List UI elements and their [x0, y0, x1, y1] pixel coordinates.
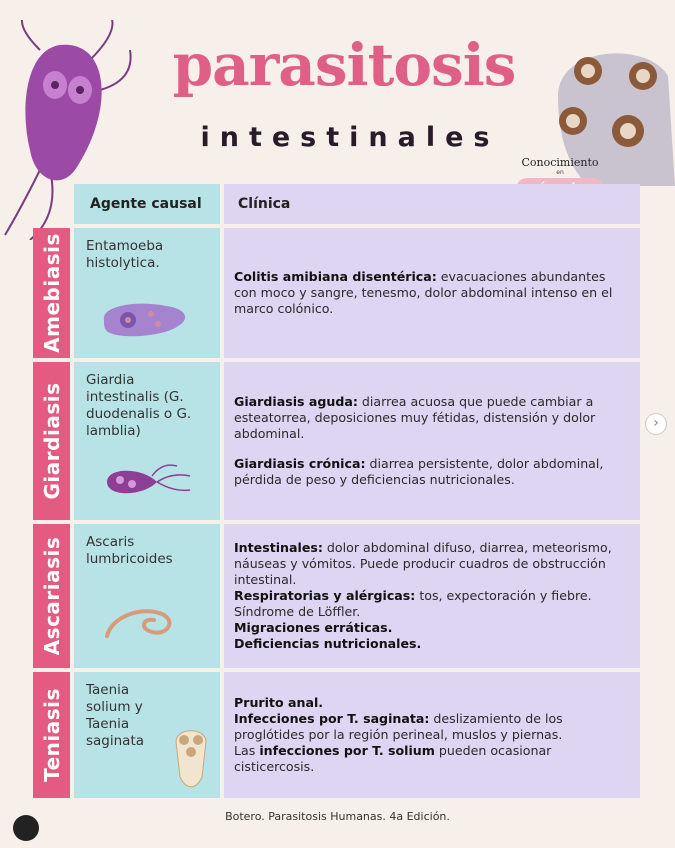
clinical-bold-text: Giardiasis crónica: [234, 456, 366, 471]
header-clinical-label: Clínica [238, 196, 291, 212]
entamoeba-icon [96, 298, 196, 342]
giardia-icon [102, 462, 192, 502]
taenia-icon [166, 722, 216, 792]
clinical-paragraph [234, 588, 628, 620]
row-label-giardiasis [33, 362, 70, 520]
clinical-bold-text: Colitis amibiana disentérica: [234, 269, 437, 284]
ascaris-worm-icon [102, 596, 182, 646]
clinical-bold-text: Respiratorias y alérgicas: [234, 588, 416, 603]
agent-name: Ascaris lumbricoides [86, 534, 173, 567]
clinical-bold-text: Intestinales: [234, 540, 323, 555]
clinical-paragraph [234, 695, 628, 711]
clinical-paragraph [234, 540, 628, 588]
clinical-paragraph [234, 620, 628, 636]
clinical-bold-text: Giardiasis aguda: [234, 394, 358, 409]
clinical-text: diarrea persistente, dolor abdominal, pérdida de peso y deficiencias nutricionales. [234, 456, 604, 487]
clinical-text: diarrea acuosa que puede cambiar a esteatorrea, deposiciones muy fétidas, distensión y dolor abdominal. [234, 394, 596, 441]
clinical-cell-giardiasis [224, 362, 640, 520]
clinical-paragraph [234, 743, 628, 775]
clinical-text: deslizamiento de los proglótides por la región perineal, muslos y piernas. [234, 711, 563, 742]
clinical-text: tos, expectoración y fiebre. Síndrome de Löffler. [234, 588, 592, 619]
clinical-cell-ascariasis [224, 524, 640, 668]
clinical-text: evacuaciones abundantes con moco y sangre, tenesmo, dolor abdominal intenso en el marco colónico. [234, 269, 613, 316]
clinical-bold-text: Migraciones erráticas. [234, 620, 393, 635]
logo-line2: en [556, 169, 564, 176]
page-title: parasitosis [172, 31, 516, 99]
row-label-amebiasis [33, 228, 70, 358]
clinical-bold-text: Prurito anal. [234, 695, 324, 710]
clinical-text: pueden ocasionar cisticercosis. [234, 743, 552, 774]
row-label-teniasis [33, 672, 70, 798]
next-slide-button[interactable]: › [645, 413, 667, 435]
clinical-paragraph [234, 394, 628, 442]
row-label-text: Ascariasis [39, 536, 64, 656]
clinical-cell-amebiasis [224, 228, 640, 358]
agent-cell-teniasis [74, 672, 220, 798]
clinical-text: dolor abdominal difuso, diarrea, meteorismo, náuseas y vómitos. Puede producir cuadros de obstrucción intestinal. [234, 540, 612, 587]
row-label-ascariasis [33, 524, 70, 668]
footer-citation: Botero. Parasitosis Humanas. 4a Edición. [225, 810, 450, 823]
row-label-text: Giardiasis [39, 382, 64, 500]
agent-name: Giardia intestinalis (G. duodenalis o G. lamblia) [86, 372, 192, 439]
clinical-bold-text: Infecciones por T. saginata: [234, 711, 430, 726]
logo-line1: Conocimiento [521, 156, 599, 169]
clinical-paragraph [234, 269, 628, 317]
header-agent-label: Agente causal [90, 196, 202, 212]
clinical-text: Las [234, 743, 260, 758]
agent-cell-giardiasis [74, 362, 220, 520]
page-subtitle: intestinales [200, 122, 500, 153]
clinical-bold-text: Deficiencias nutricionales. [234, 636, 422, 651]
clinical-paragraph [234, 711, 628, 743]
clinical-bold-text: infecciones por T. solium [259, 743, 435, 758]
row-label-text: Amebiasis [39, 233, 64, 353]
clinical-cell-teniasis [224, 672, 640, 798]
header-agent [74, 184, 220, 224]
agent-cell-amebiasis [74, 228, 220, 358]
agent-name: Taenia solium y Taenia saginata [86, 682, 145, 749]
agent-cell-ascariasis [74, 524, 220, 668]
row-label-text: Teniasis [39, 688, 64, 782]
header-clinical [224, 184, 640, 224]
clinical-paragraph [234, 456, 628, 488]
clinical-paragraph [234, 636, 628, 652]
agent-name: Entamoeba histolytica. [86, 238, 164, 271]
